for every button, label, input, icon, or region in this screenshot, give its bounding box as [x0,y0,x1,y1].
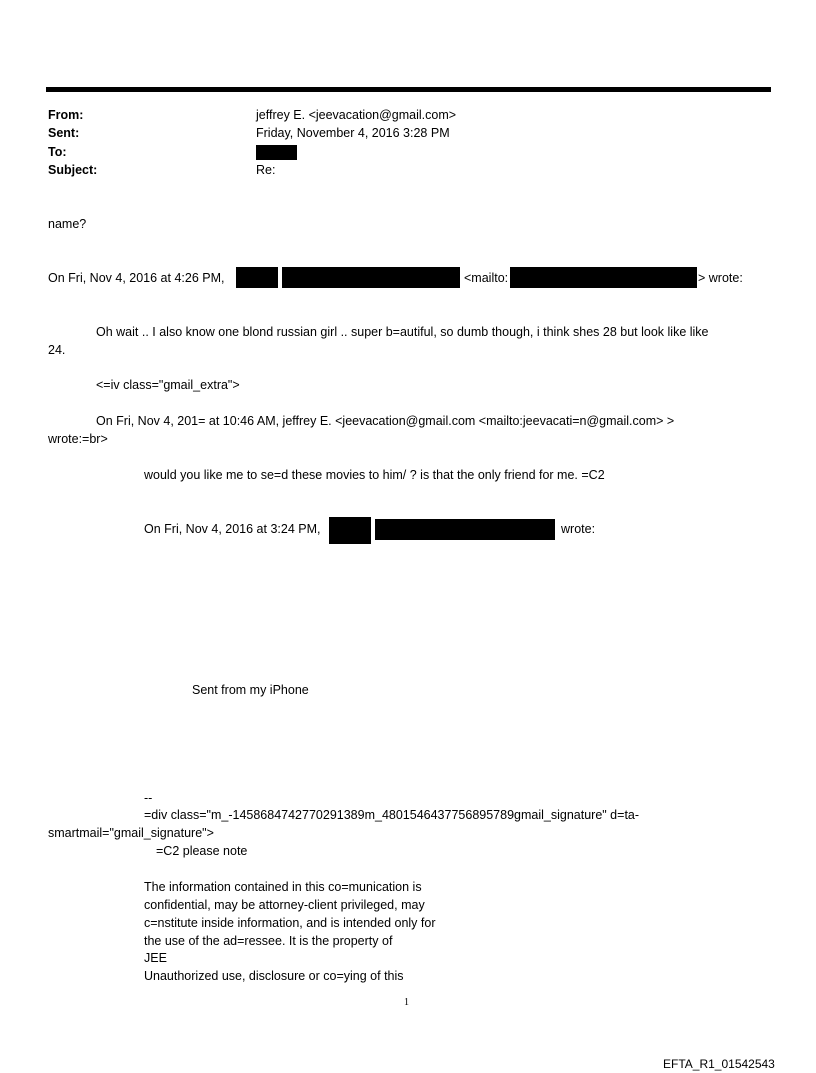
reply2-line1: On Fri, Nov 4, 201= at 10:46 AM, jeffrey E. <jeevacation@gmail.com <mailto:jeevacati=n@gmail.com> > [96,414,675,428]
body-name-line: name? [48,217,87,231]
para1-line1: Oh wait .. I also know one blond russian girl .. super b=autiful, so dumb though, i think shes 28 but look like like [96,325,709,339]
disclaimer-line: c=nstitute inside information, and is intended only for [144,916,436,930]
para1-line2: 24. [48,343,66,357]
header-rule [46,87,771,92]
page-number: 1 [404,997,409,1008]
signature-dash: -- [144,791,153,805]
redaction-reply3-email [375,519,555,540]
signature-div-line2: smartmail="gmail_signature"> [48,826,214,840]
from-value: jeffrey E. <jeevacation@gmail.com> [256,108,457,122]
to-label: To: [48,145,67,159]
from-label: From: [48,108,84,122]
redaction-to [256,145,297,160]
disclaimer-line: confidential, may be attorney-client privileged, may [144,898,425,912]
reply1-prefix: On Fri, Nov 4, 2016 at 4:26 PM, [48,271,225,285]
redaction-reply1-name [236,267,278,288]
disclaimer-line: Unauthorized use, disclosure or co=ying of this [144,969,404,983]
redaction-reply1-email [282,267,460,288]
sent-label: Sent: [48,126,80,140]
question-line: would you like me to se=d these movies to him/ ? is that the only friend for me. =C2 [144,468,605,482]
signature-div-line1: =div class="m_-1458684742770291389m_4801546437756895789gmail_signature" d=ta- [144,808,640,822]
disclaimer-line: the use of the ad=ressee. It is the property of [144,934,393,948]
reply1-wrote: > wrote: [698,271,743,285]
disclaimer-line: JEE [144,951,167,965]
reply3-prefix: On Fri, Nov 4, 2016 at 3:24 PM, [144,522,321,536]
disclaimer-line: The information contained in this co=munication is [144,880,422,894]
subject-value: Re: [256,163,276,177]
bates-number: EFTA_R1_01542543 [663,1057,775,1071]
redaction-reply1-mailto [510,267,697,288]
sent-from-iphone: Sent from my iPhone [192,683,309,697]
subject-label: Subject: [48,163,98,177]
div-extra-line: <=iv class="gmail_extra"> [96,378,240,392]
please-note: =C2 please note [156,844,248,858]
reply1-mailto: <mailto: [464,271,509,285]
reply3-wrote: wrote: [561,522,596,536]
sent-value: Friday, November 4, 2016 3:28 PM [256,126,450,140]
reply2-line2: wrote:=br> [48,432,108,446]
redaction-reply3-name [329,517,371,544]
